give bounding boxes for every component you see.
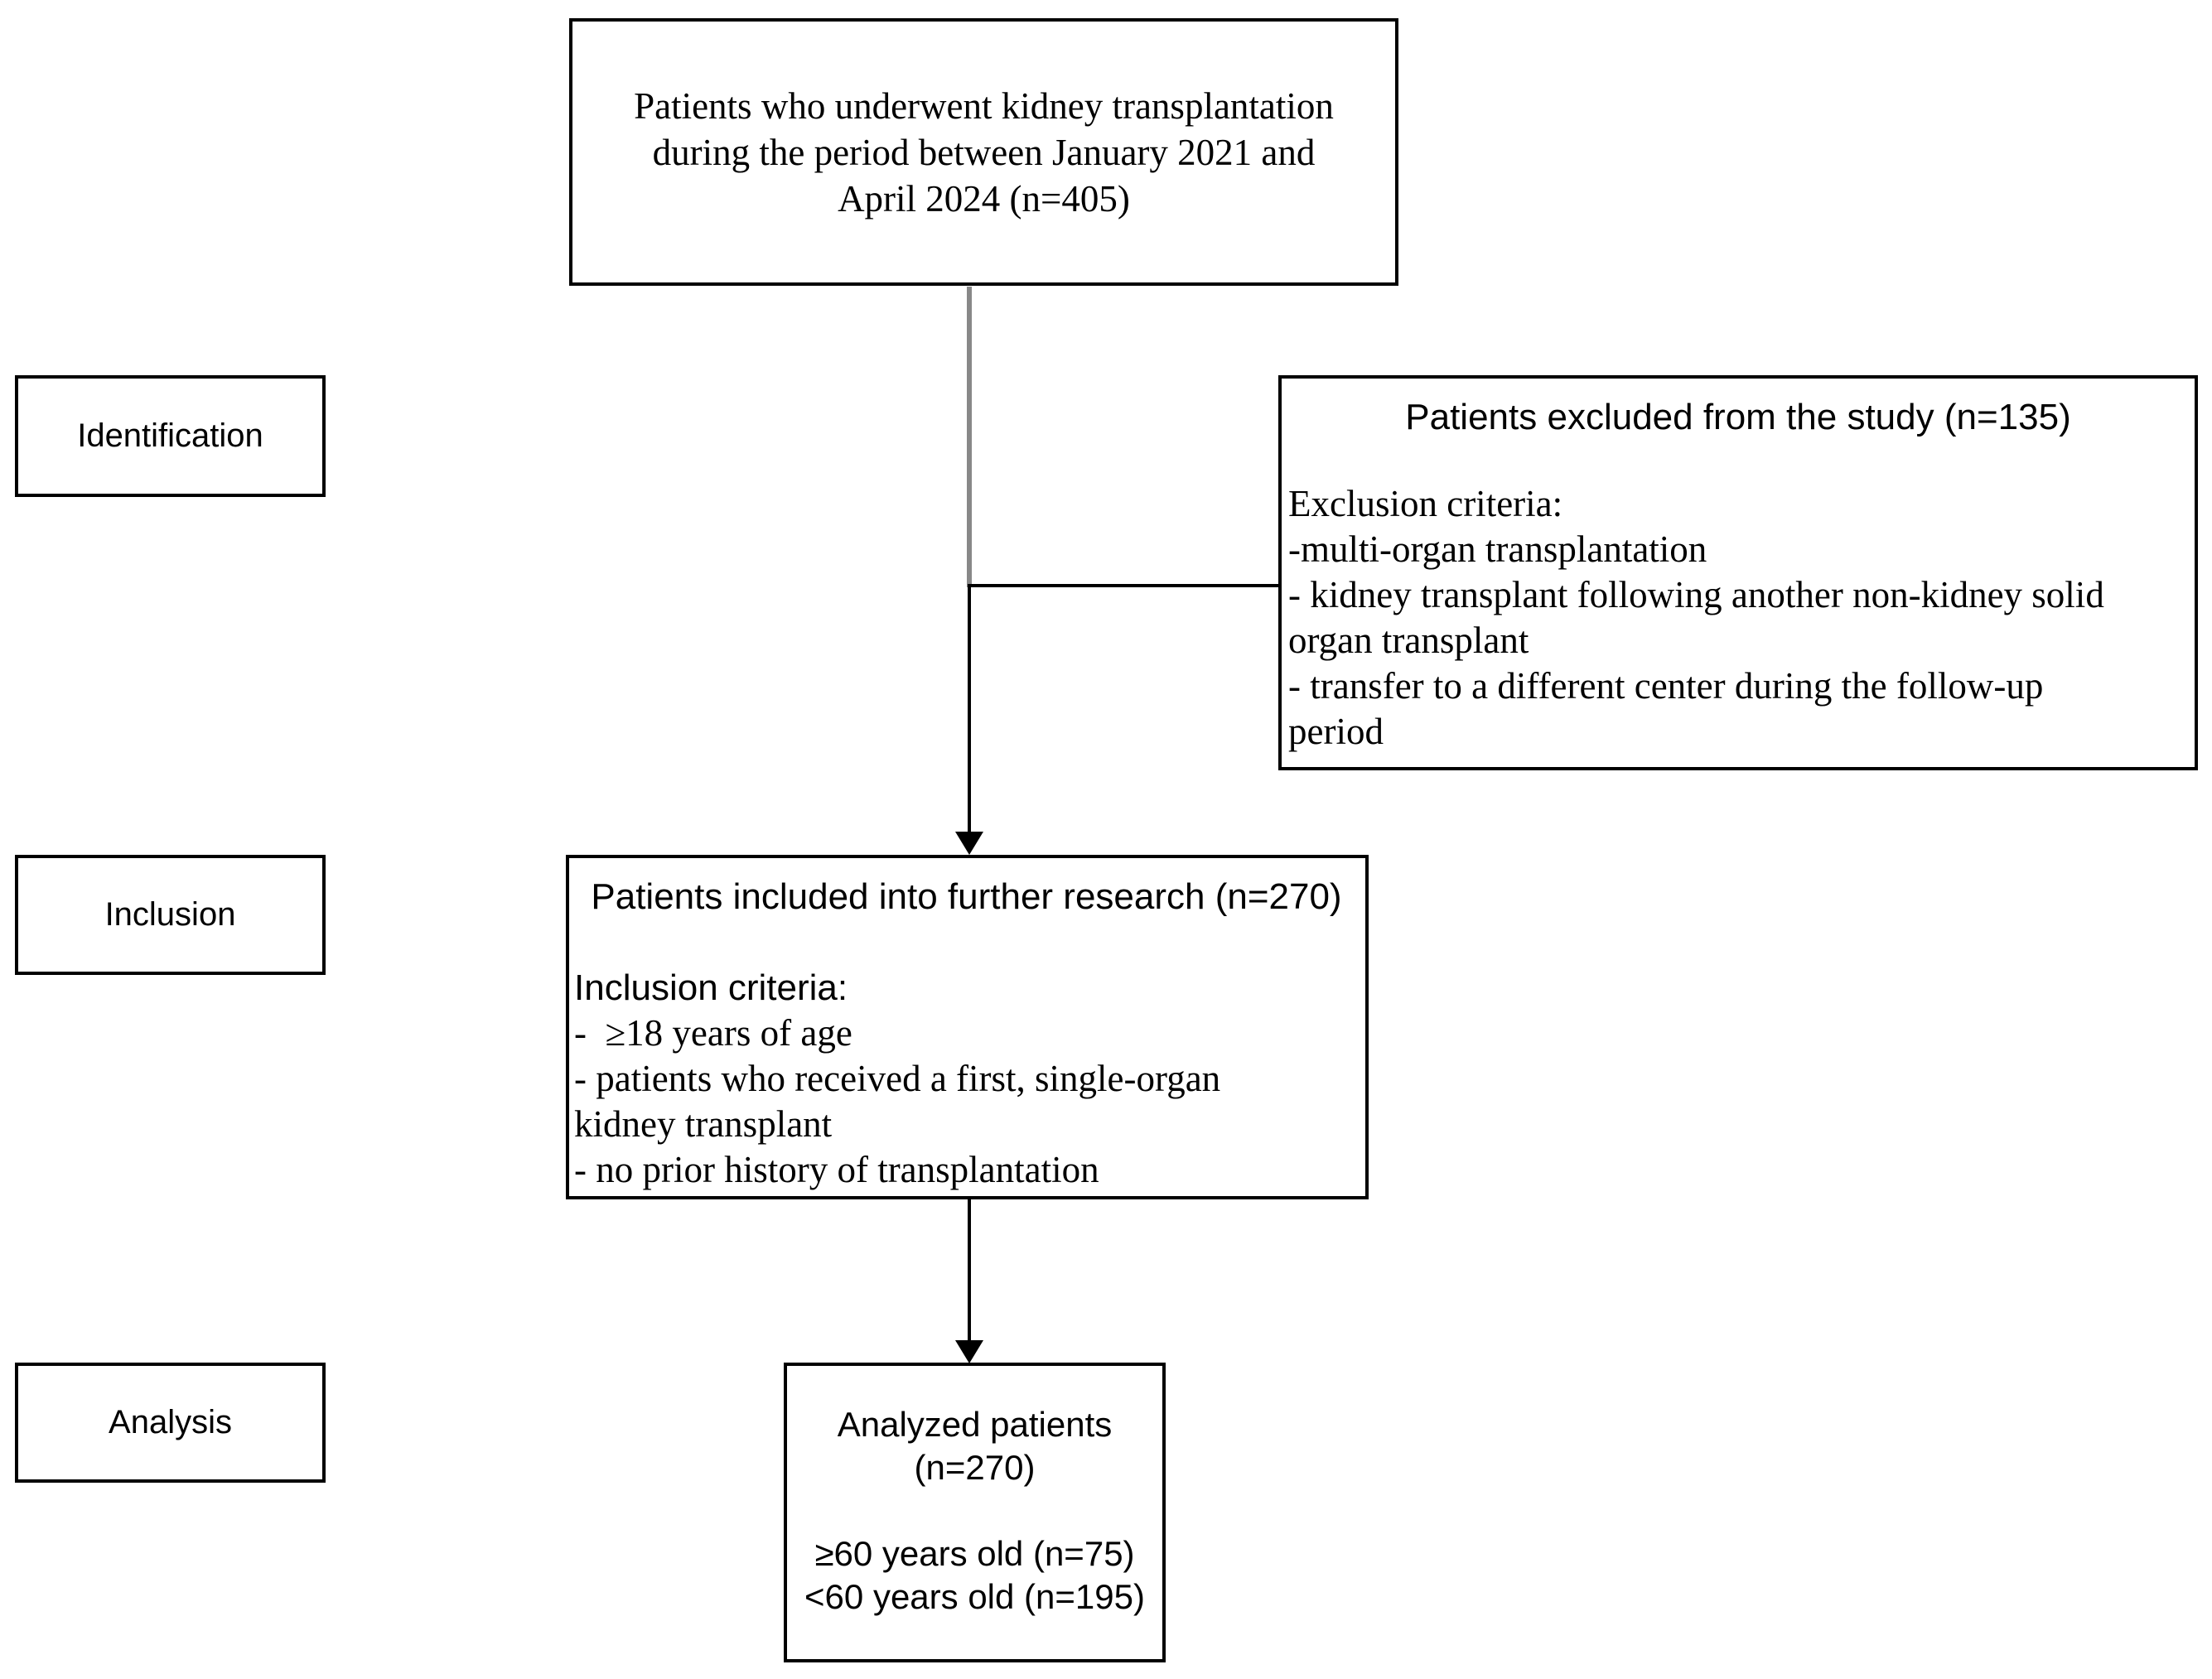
excluded-patients-box [1278,375,2198,770]
connector-inclusion-to-analysis [968,1199,971,1342]
exclusion-criteria-text: Exclusion criteria: -multi-organ transplantation - kidney transplant following another non-kidney solid organ transplant - transfer to a different center during the follow-up period [1288,483,2104,752]
stage-label-analysis-text: Analysis [109,1404,232,1440]
inclusion-criteria-text: - ≥18 years of age - patients who received a first, single-organ kidney transplant - no prior history of transplantation [574,1012,1221,1190]
stage-label-inclusion-text: Inclusion [104,896,236,933]
analyzed-patients-text: Analyzed patients (n=270) ≥60 years old (n=75) <60 years old (n=195) [804,1405,1145,1616]
excluded-patients-title: Patients excluded from the study (n=135) [1405,397,2071,437]
inclusion-criteria-heading: Inclusion criteria: [574,967,848,1008]
included-patients-title: Patients included into further research (n=270) [591,876,1342,917]
stage-label-inclusion [15,855,326,975]
stage-label-identification-text: Identification [77,417,263,454]
analyzed-patients-box [784,1363,1166,1662]
arrowhead-down-inclusion-icon [955,832,983,855]
included-patients-box [566,855,1369,1199]
stage-label-analysis [15,1363,326,1483]
identified-patients-box [569,18,1398,286]
connector-branch-to-exclusion [968,584,1278,587]
identified-patients-text: Patients who underwent kidney transplantation during the period between January 2021 and April 2024 (n=405) [634,84,1334,220]
arrowhead-down-analysis-icon [955,1340,983,1363]
connector-junction-to-inclusion [968,584,971,837]
connector-top-to-junction [967,287,972,587]
stage-label-identification [15,375,326,497]
